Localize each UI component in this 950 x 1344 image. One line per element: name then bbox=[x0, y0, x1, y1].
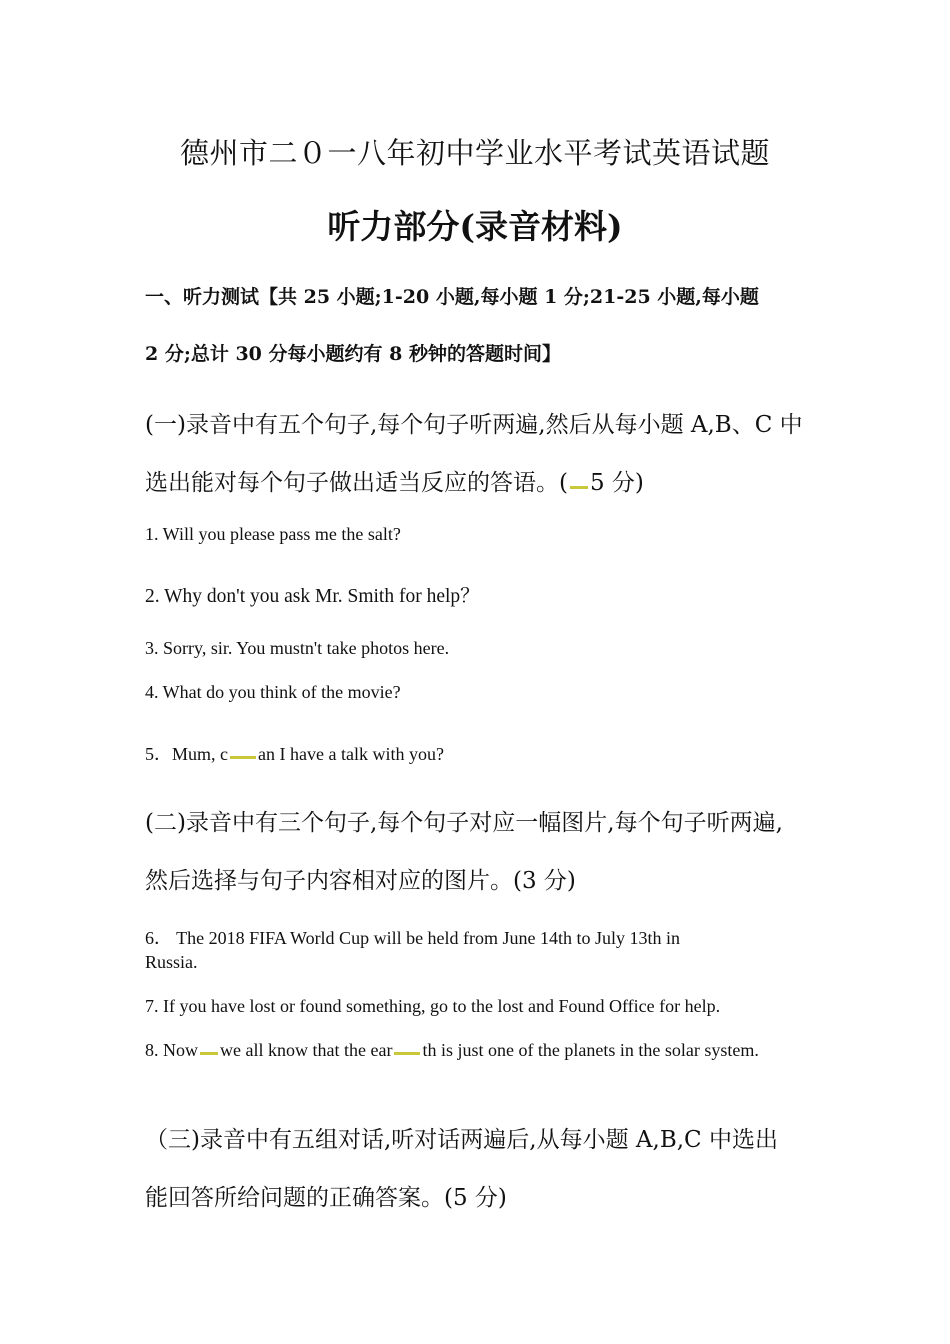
document-title: 德州市二０一八年初中学业水平考试英语试题 bbox=[179, 136, 770, 170]
part3-heading-line-2: 能回答所给问题的正确答案。(5 分) bbox=[145, 1185, 507, 1211]
part1-heading-line-1: (一)录音中有五个句子,每个句子听两遍,然后从每小题 A,B、C 中 bbox=[145, 412, 803, 438]
item-1: 1. Will you please pass me the salt? bbox=[145, 524, 401, 544]
part2-heading-line-1: (二)录音中有三个句子,每个句子对应一幅图片,每个句子听两遍, bbox=[145, 810, 783, 836]
item-8-start: 8. Now bbox=[145, 1040, 198, 1060]
highlight-mark bbox=[394, 1052, 420, 1055]
item-3: 3. Sorry, sir. You mustn't take photos here. bbox=[145, 638, 450, 658]
part1-heading-text: 选出能对每个句子做出适当反应的答语。( bbox=[145, 470, 568, 496]
item-8 bbox=[145, 1040, 759, 1061]
item-8-middle: we all know that the ear bbox=[220, 1040, 393, 1060]
part2-heading-line-2: 然后选择与句子内容相对应的图片。(3 分) bbox=[145, 868, 576, 894]
part1-score-text: 5 分) bbox=[589, 470, 644, 496]
part1-heading-line-2 bbox=[145, 464, 644, 497]
intro-line-1: 一、听力测试【共 25 小题;1-20 小题,每小题 1 分;21-25 小题,每小题 bbox=[145, 286, 759, 308]
item-5-start: 5．Mum, c bbox=[145, 744, 228, 764]
intro-line-2: 2 分;总计 30 分每小题约有 8 秒钟的答题时间】 bbox=[145, 343, 561, 365]
highlight-mark bbox=[230, 756, 256, 759]
highlight-mark bbox=[200, 1052, 218, 1055]
item-7: 7. If you have lost or found something, go to the lost and Found Office for help. bbox=[145, 996, 721, 1016]
item-4: 4. What do you think of the movie? bbox=[145, 682, 401, 702]
item-2: 2. Why don't you ask Mr. Smith for help？ bbox=[145, 586, 480, 607]
item-8-end: th is just one of the planets in the solar system. bbox=[422, 1040, 759, 1060]
item-5-end: an I have a talk with you? bbox=[258, 744, 444, 764]
item-5 bbox=[145, 740, 444, 766]
highlight-mark bbox=[570, 486, 588, 489]
part3-heading-line-1: （三)录音中有五组对话,听对话两遍后,从每小题 A,B,C 中选出 bbox=[145, 1127, 778, 1153]
document-subtitle: 听力部分(录音材料) bbox=[327, 207, 623, 246]
item-6-line-2: Russia. bbox=[145, 952, 198, 972]
item-6-line-1: 6． The 2018 FIFA World Cup will be held from June 14th to July 13th in bbox=[145, 928, 681, 948]
